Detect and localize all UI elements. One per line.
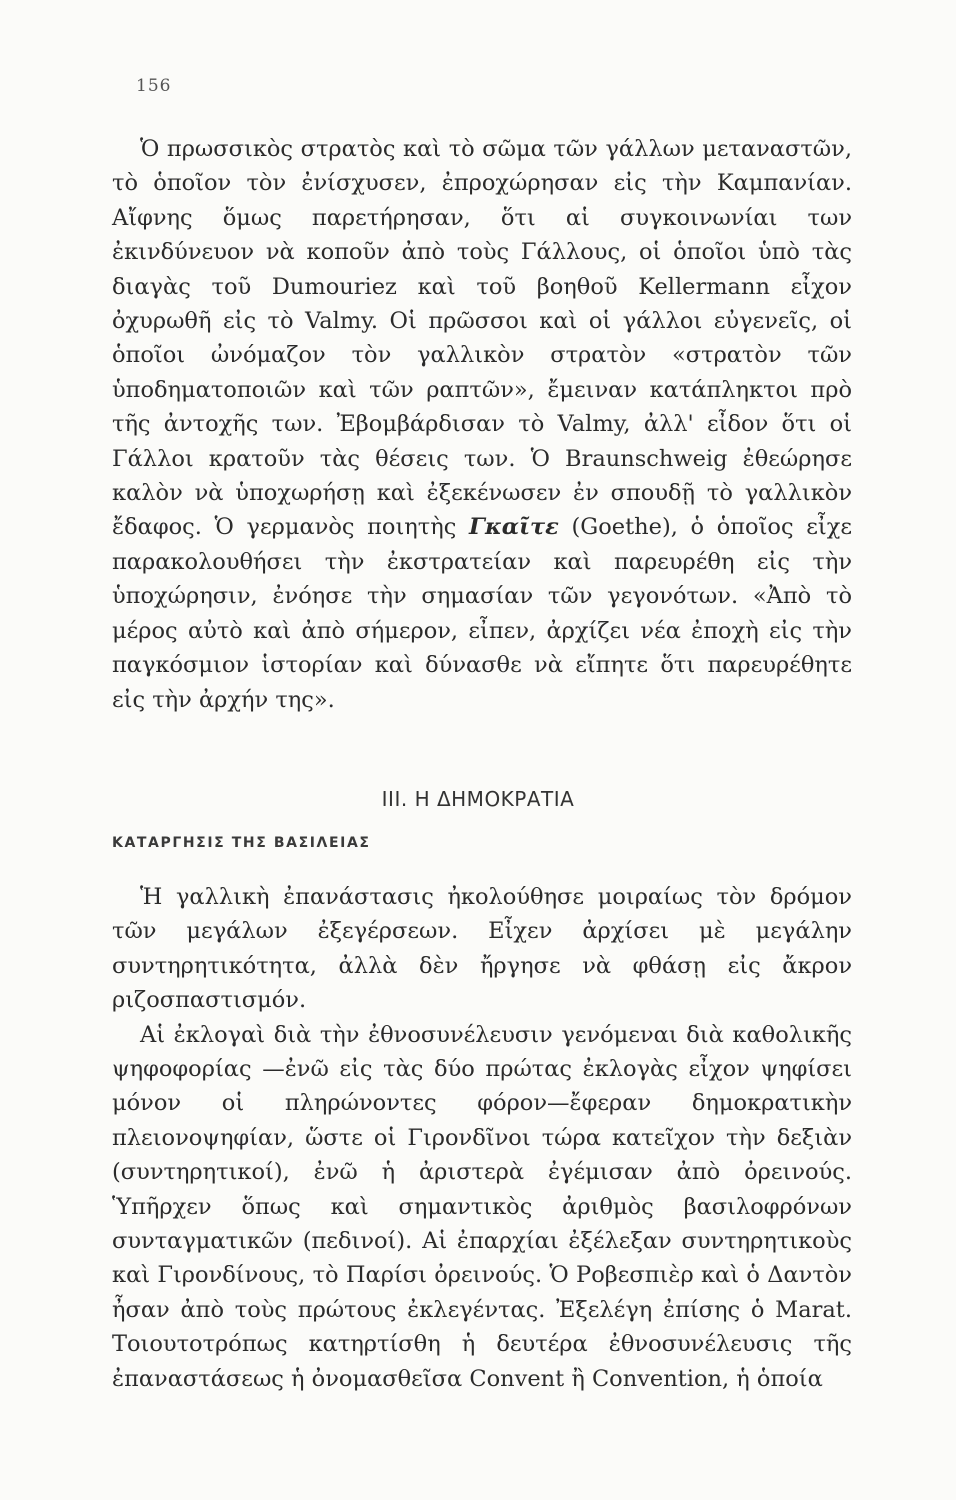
paragraph-2: Ἡ γαλλικὴ ἐπανάστασις ἠκολούθησε μοιραίως τὸν δρόμον τῶν μεγάλων ἐξεγέρσεων. Εἶχεν ἀρχίσει μὲ μεγάλην συντηρητικότητα, ἀλλὰ δὲν ἤργησε νὰ φθάσῃ εἰς ἄκρον ριζοσπαστισμόν. [112, 884, 852, 1014]
section-subheading: ΚΑΤΑΡΓΗΣΙΣ ΤΗΣ ΒΑΣΙΛΕΙΑΣ [112, 835, 371, 851]
page-number: 156 [136, 76, 172, 96]
paragraph-1-part-a: Ὁ πρωσσικὸς στρατὸς καὶ τὸ σῶμα τῶν γάλλων μεταναστῶν, τὸ ὁποῖον τὸν ἐνίσχυσεν, ἐπροχώρησαν εἰς τὴν Καμπανίαν. Αἴφνης ὅμως παρετήρησαν, ὅτι αἱ συγκοινωνίαι των ἐκινδύνευον νὰ κοποῦν ἀπὸ τοὺς Γάλλους, οἱ ὁποῖοι ὑπὸ τὰς διαγὰς τοῦ Dumouriez καὶ τοῦ βοηθοῦ Kellermann εἶχον ὀχυρωθῆ εἰς τὸ Valmy. Οἱ πρῶσσοι καὶ οἱ γάλλοι εὐγενεῖς, οἱ ὁποῖοι ὠνόμαζον τὸν γαλλικὸν στρατὸν «στρατὸν τῶν ὑποδηματοποιῶν καὶ τῶν ραπτῶν», ἔμειναν κατάπληκτοι πρὸ τῆς ἀντοχῆς των. Ἐβομβάρδισαν τὸ Valmy, ἀλλ' εἶδον ὅτι οἱ Γάλλοι κρατοῦν τὰς θέσεις των. Ὁ Braunschweig ἐθεώρησε καλὸν νὰ ὑποχωρήσῃ καὶ ἐξεκένωσεν ἐν σπουδῇ τὸ γαλλικὸν ἔδαφος. Ὁ γερμανὸς ποιητὴς [112, 136, 852, 541]
paragraph-1 [112, 132, 852, 717]
paragraph-1-part-b: (Goethe), ὁ ὁποῖος εἶχε παρακολουθήσει τὴν ἐκστρατείαν καὶ παρευρέθη εἰς τὴν ὑποχώρησιν, ἐνόησε τὴν σημασίαν τῶν γεγονότων. «Ἀπὸ τὸ μέρος αὐτὸ καὶ ἀπὸ σήμερον, εἶπεν, ἀρχίζει νέα ἐποχὴ εἰς τὴν παγκόσμιον ἱστορίαν καὶ δύνασθε νὰ εἴπητε ὅτι παρευρέθητε εἰς τὴν ἀρχήν της». [112, 514, 852, 713]
section-heading: ΙΙΙ. Η ΔΗΜΟΚΡΑΤΙΑ [381, 787, 575, 811]
goethe-name: Γκαῖτε [468, 514, 559, 541]
body-text-top [112, 132, 852, 717]
body-text-bottom [112, 880, 852, 1396]
paragraph-3: Αἱ ἐκλογαὶ διὰ τὴν ἐθνοσυνέλευσιν γενόμεναι διὰ καθολικῆς ψηφοφορίας —ἐνῶ εἰς τὰς δύο πρώτας ἐκλογὰς εἶχον ψηφίσει μόνον οἱ πληρώνοντες φόρον—ἔφεραν δημοκρατικὴν πλειονοψηφίαν, ὥστε οἱ Γιρονδῖνοι τώρα κατεῖχον τὴν δεξιὰν (συντηρητικοί), ἐνῶ ἡ ἀριστερὰ ἐγέμισαν ἀπὸ ὀρεινούς. Ὑπῆρχεν ὅπως καὶ σημαντικὸς ἀριθμὸς βασιλοφρόνων συνταγματικῶν (πεδινοί). Αἱ ἐπαρχίαι ἐξέλεξαν συντηρητικοὺς καὶ Γιρονδίνους, τὸ Παρίσι ὀρεινούς. Ὁ Ροβεσπιὲρ καὶ ὁ Δαντὸν ἦσαν ἀπὸ τοὺς πρώτους ἐκλεγέντας. Ἐξελέγη ἐπίσης ὁ Marat. Τοιουτοτρόπως κατηρτίσθη ἡ δευτέρα ἐθνοσυνέλευσις τῆς ἐπαναστάσεως ἡ ὀνομασθεῖσα Convent ἢ Convention, ἡ ὁποία [112, 1021, 852, 1392]
